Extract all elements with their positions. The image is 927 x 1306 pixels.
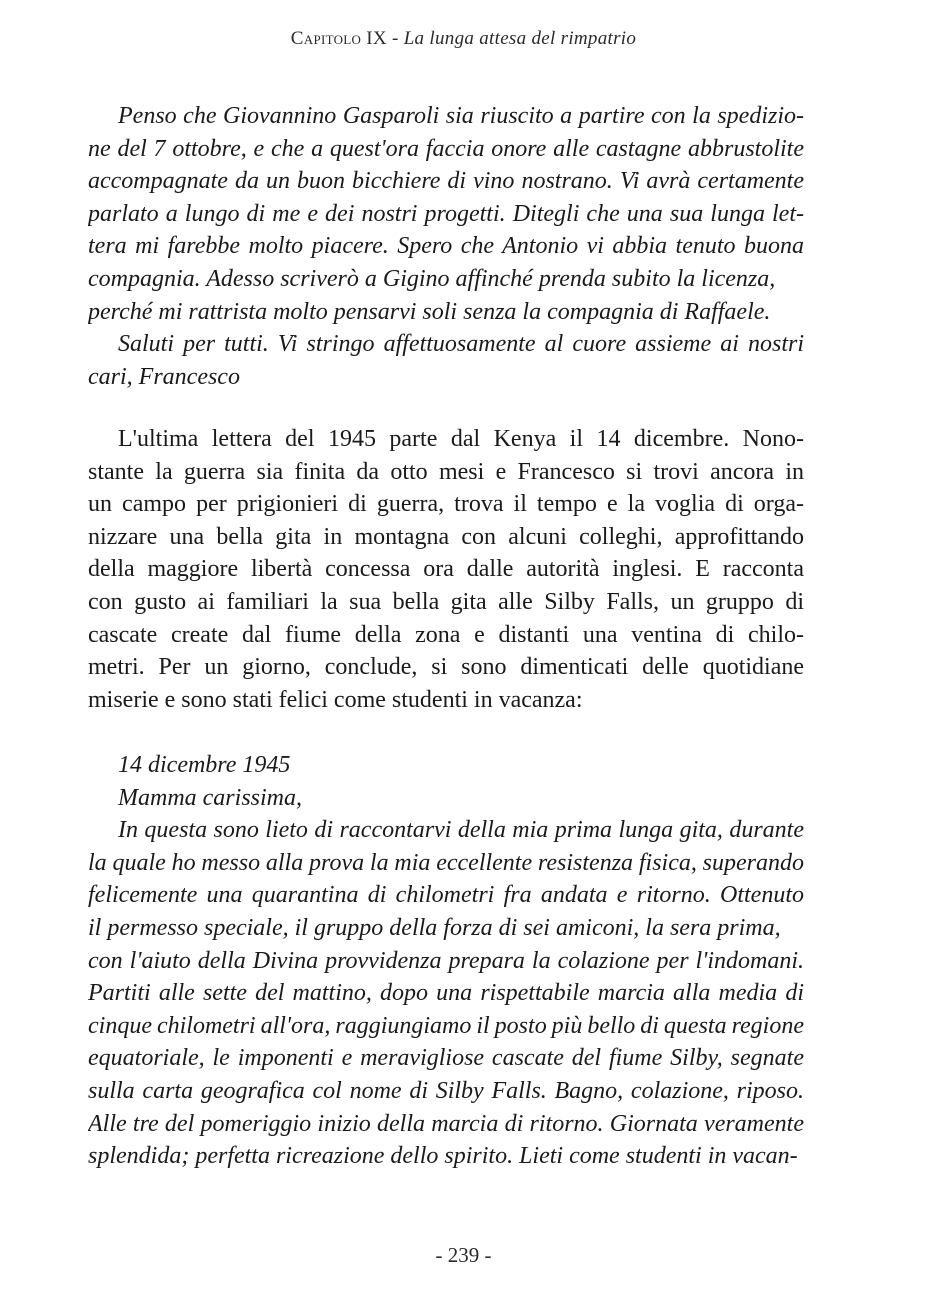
text-line: tera mi farebbe molto piacere. Spero che Antonio vi abbia tenuto buona (88, 233, 804, 260)
text-line: metri. Per un giorno, conclude, si sono dimenticati delle quotidiane (88, 654, 804, 681)
running-header (0, 28, 927, 50)
text-line: Penso che Giovannino Gasparoli sia riuscito a partire con la spedizio- (118, 103, 804, 129)
letter-paragraph (88, 100, 804, 393)
narrative-paragraph (88, 423, 804, 716)
text-line: In questa sono lieto di raccontarvi della mia prima lunga gita, durante (118, 817, 804, 844)
text-line: con l'aiuto della Divina provvidenza prepara la colazione per l'indomani. (88, 947, 804, 974)
text-line: la quale ho messo alla prova la mia eccellente resistenza fisica, superando (88, 849, 804, 876)
chapter-title: La lunga attesa del rimpatrio (403, 28, 637, 49)
text-line: cinque chilometri all'ora, raggiungiamo il posto più bello di questa regione (88, 1012, 804, 1039)
text-line: miserie e sono stati felici come studenti in vacanza: (88, 686, 583, 713)
text-line: felicemente una quarantina di chilometri fra andata e ritorno. Ottenuto (88, 882, 804, 909)
text-line: equatoriale, le imponenti e meravigliose cascate del fiume Silby, segnate (88, 1045, 804, 1072)
letter-paragraph (88, 749, 804, 1173)
text-line: Alle tre del pomeriggio inizio della marcia di ritorno. Giornata veramente (88, 1110, 804, 1137)
text-line: parlato a lungo di me e dei nostri progetti. Ditegli che una sua lunga let- (88, 200, 804, 227)
text-line: accompagnate da un buon bicchiere di vino nostrano. Vi avrà certamente (88, 168, 804, 195)
letter-excerpt-october (88, 100, 804, 393)
text-line: il permesso speciale, il gruppo della forza di sei amiconi, la sera prima, (88, 914, 781, 941)
text-line: perché mi rattrista molto pensarvi soli senza la compagnia di Raffaele. (88, 298, 771, 325)
text-line: stante la guerra sia finita da otto mesi e Francesco si trovi ancora in (88, 458, 804, 485)
letter-salutation: Mamma carissima, (118, 784, 302, 811)
text-line: della maggiore libertà concessa ora dalle autorità inglesi. E racconta (88, 556, 804, 583)
text-line: nizzare una bella gita in montagna con alcuni colleghi, approfittando (88, 523, 804, 550)
letter-date: 14 dicembre 1945 (118, 752, 291, 778)
body-paragraph (88, 423, 804, 716)
text-line: ne del 7 ottobre, e che a quest'ora faccia onore alle castagne abbrustolite (88, 135, 804, 162)
text-line: splendida; perfetta ricreazione dello spirito. Lieti come studenti in vacan- (88, 1143, 798, 1170)
text-line: compagnia. Adesso scriverò a Gigino affinché prenda subito la licenza, (88, 265, 776, 292)
chapter-label: Capitolo IX (290, 28, 387, 49)
text-line: Partiti alle sette del mattino, dopo una rispettabile marcia alla media di (88, 980, 804, 1007)
text-line: cari, Francesco (88, 363, 240, 390)
text-line: un campo per prigionieri di guerra, trova il tempo e la voglia di orga- (88, 491, 804, 518)
page-number: - 239 - (435, 1243, 492, 1267)
header-separator: - (386, 28, 404, 49)
text-line: Saluti per tutti. Vi stringo affettuosamente al cuore assieme ai nostri (118, 331, 804, 358)
text-line: sulla carta geografica col nome di Silby Falls. Bagno, colazione, riposo. (88, 1077, 804, 1104)
letter-december (88, 749, 804, 1173)
text-line: con gusto ai familiari la sua bella gita alle Silby Falls, un gruppo di (88, 588, 804, 615)
text-line: L'ultima lettera del 1945 parte dal Kenya il 14 dicembre. Nono- (118, 426, 804, 452)
text-line: cascate create dal fiume della zona e distanti una ventina di chilo- (88, 621, 804, 648)
